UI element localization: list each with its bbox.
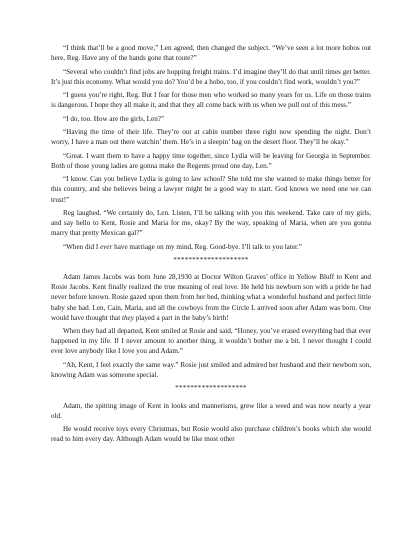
paragraph: “I think that’ll be a good move,” Len agreed, then changed the subject. “We’ve seen a lot more hobos out here, Reg. Have any of the hands gone that route?” — [51, 44, 371, 63]
text-run: have marriage on my mind, Reg. Good-bye. I’ll talk to you later.” — [112, 242, 302, 251]
paragraph: Reg laughed. “We certainly do, Len. Listen, I’ll be talking with you this weekend. Take care of my girls, and say hello to Kent, Rosie and Maria for me, okay? By the way, speaking of Maria, when are you gonna marry that pretty Mexican gal?” — [51, 209, 371, 238]
paragraph: “I guess you’re right, Reg. But I fear for those men who worked so many years for us. Life on those trains is dangerous. I hope they all make it, and that they all come back with us when we pull out of this mess.” — [51, 91, 371, 110]
paragraph: “Great. I want them to have a happy time together, since Lydia will be leaving for Georgia in September. Both of those young ladies are gonna make the Regents proud one day, Len.” — [51, 151, 371, 170]
section-separator: ******************** — [173, 256, 249, 265]
paragraph: “I know. Can you believe Lydia is going to law school? She told me she wanted to make things better for this country, and she believes being a lawyer might be a good way to start. God knows we need one we can trust!” — [51, 175, 371, 204]
paragraph — [51, 242, 371, 252]
paragraph: “I do, too. How are the girls, Len?” — [63, 114, 165, 123]
section-separator: ******************* — [175, 384, 247, 393]
paragraph: “Having the time of their life. They’re out at cabin number three right now spending the night. Don’t worry, I have a man out there watchin’ them. He’s in a sleepin’ bag on the desert floor. They’ll be okay.” — [51, 128, 371, 147]
text-run: played a part in the baby’s birth! — [133, 313, 229, 322]
paragraph: “Several who couldn’t find jobs are hopping freight trains. I’d imagine they’ll do that until times get better. It’s just this economy. What would you do? You’d be a hobo, too, if you couldn’t find work, wouldn’t you?” — [51, 67, 371, 86]
page-body — [51, 43, 371, 448]
paragraph — [51, 272, 371, 322]
text-run: “When did I — [63, 242, 101, 251]
paragraph: Adam, the spitting image of Kent in looks and mannerisms, grew like a weed and was now nearly a year old. — [51, 401, 371, 420]
emphasis-text: they — [122, 313, 134, 322]
paragraph: When they had all departed, Kent smiled at Rosie and said, “Honey, you’ve erased everything bad that ever happened in my life. If I never amount to another thing, it wouldn’t bother me a bit. I never thought I could ever love anybody like I love you and Adam.” — [51, 327, 371, 356]
paragraph: He would receive toys every Christmas, but Rosie would also purchase children’s books which she would read to him every day. Although Adam would be like most other — [51, 425, 371, 444]
emphasis-text: ever — [100, 242, 113, 251]
text-run: Adam James Jacobs was born June 28,1930 at Doctor Wilton Graves’ office in Yellow Bluff to Kent and Rosie Jacobs. Kent finally realized the true meaning of real love. He held his newborn son with a pride he had never before known. Rosie gazed upon them from her bed, thinking what a wonderful husband and perfect little baby she had. Len, Cain, Maria, and all the cowboys from the Circle L arrived soon after Adam was born. One would have thought that — [51, 273, 371, 322]
paragraph: “Ah, Kent, I feel exactly the same way.” Rosie just smiled and admired her husband and their newborn son, knowing Adam was someone special. — [51, 360, 371, 379]
